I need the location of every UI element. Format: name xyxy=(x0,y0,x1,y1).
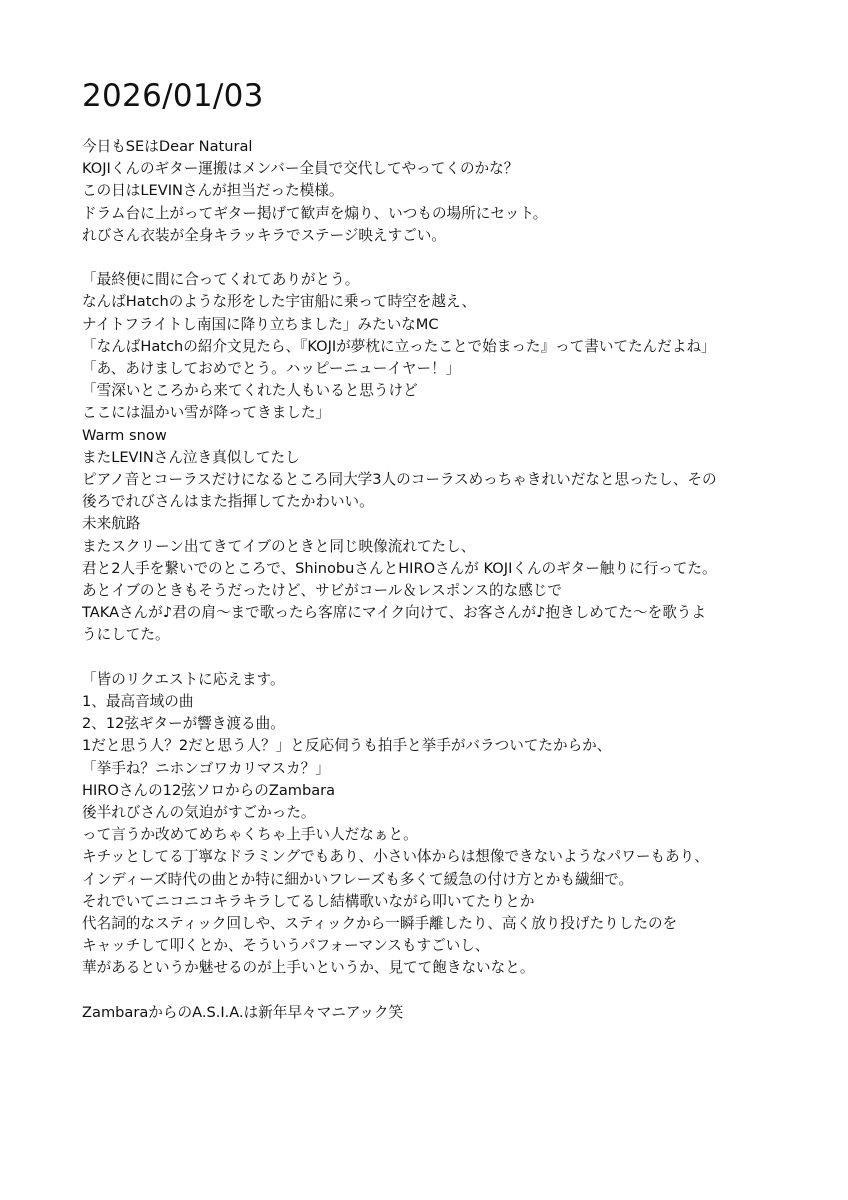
text-line: ZambaraからのA.S.I.A.は新年早々マニアック笑 xyxy=(82,1003,404,1021)
text-line: ドラム台に上がってギター掲げて歓声を煽り、いつもの場所にセット。 xyxy=(82,204,548,222)
text-line: この日はLEVINさんが担当だった模様。 xyxy=(82,182,344,200)
text-line: って言うか改めてめちゃくちゃ上手い人だなぁと。 xyxy=(82,826,418,844)
text-line: 後ろでれびさんはまた指揮してたかわいい。 xyxy=(82,493,374,511)
text-line: 「なんばHatchの紹介文見たら、『KOJIが夢枕に立ったことで始まった』って書いてたんだよね」 xyxy=(82,337,716,355)
text-line: 1、最高音域の曲 xyxy=(82,693,194,711)
text-line xyxy=(82,247,800,269)
text-line: ピアノ音とコーラスだけになるところ同大学3人のコーラスめっちゃきれいだなと思ったし、その xyxy=(82,471,717,489)
text-line: 2、12弦ギターが響き渡る曲。 xyxy=(82,715,285,733)
text-line: KOJIくんのギター運搬はメンバー全員で交代してやってくのかな？ xyxy=(82,160,519,178)
text-line: 代名詞的なスティック回しや、スティックから一瞬手離したり、高く放り投げたりしたのを xyxy=(82,915,678,933)
text-line: Warm snow xyxy=(82,426,167,444)
text-line: キャッチして叩くとか、そういうパフォーマンスもすごいし、 xyxy=(82,937,490,955)
text-line: インディーズ時代の曲とか特に細かいフレーズも多くて緩急の付け方とかも繊細で。 xyxy=(82,870,634,888)
text-line: あとイブのときもそうだったけど、サビがコール＆レスポンス的な感じで xyxy=(82,582,562,600)
text-line: 1だと思う人？2だと思う人？」と反応伺うも拍手と挙手がバラついてたからか、 xyxy=(82,737,612,755)
text-line: れびさん衣装が全身キラッキラでステージ映えすごい。 xyxy=(82,226,446,244)
text-line: なんばHatchのような形をした宇宙船に乗って時空を越え、 xyxy=(82,293,477,311)
text-line: 君と2人手を繋いでのところで、ShinobuさんとHIROさんが KOJIくんのギター触りに行ってた。 xyxy=(82,559,717,577)
text-line: 「皆のリクエストに応えます。 xyxy=(82,670,285,688)
page-title: 2026/01/03 xyxy=(82,78,264,114)
text-line xyxy=(82,647,800,669)
text-line: 華があるというか魅せるのが上手いというか、見てて飽きないなと。 xyxy=(82,959,535,977)
text-line: またLEVINさん泣き真似してたし xyxy=(82,448,300,466)
text-line: TAKAさんが♪君の肩〜まで歌ったら客席にマイク向けて、お客さんが♪抱きしめてた〜を歌うよ xyxy=(82,604,706,622)
text-line: 後半れびさんの気迫がすごかった。 xyxy=(82,804,316,822)
text-line: 「最終便に間に合ってくれてありがとう。 xyxy=(82,271,360,289)
text-line: またスクリーン出てきてイブのときと同じ映像流れてたし、 xyxy=(82,537,476,555)
text-line: 「あ、あけましておめでとう。ハッピーニューイヤー！」 xyxy=(82,360,461,378)
text-line: HIROさんの12弦ソロからのZambara xyxy=(82,781,336,799)
text-line: ここには温かい雪が降ってきました」 xyxy=(82,404,331,422)
text-line: 「挙手ね？ニホンゴワカリマスカ？」 xyxy=(82,759,330,777)
text-line: ナイトフライトし南国に降り立ちました」みたいなMC xyxy=(82,315,439,333)
text-line: うにしてた。 xyxy=(82,626,170,644)
text-line xyxy=(82,980,800,1002)
text-line: それでいてニコニコキラキラしてるし結構歌いながら叩いてたりとか xyxy=(82,892,535,910)
text-line: 未来航路 xyxy=(82,515,141,533)
text-line: 「雪深いところから来てくれた人もいると思うけど xyxy=(82,382,418,400)
text-line: キチッとしてる丁寧なドラミングでもあり、小さい体からは想像できないようなパワーもあり、 xyxy=(82,848,709,866)
body-text xyxy=(82,136,800,1024)
text-line: 今日もSEはDear Natural xyxy=(82,138,253,155)
